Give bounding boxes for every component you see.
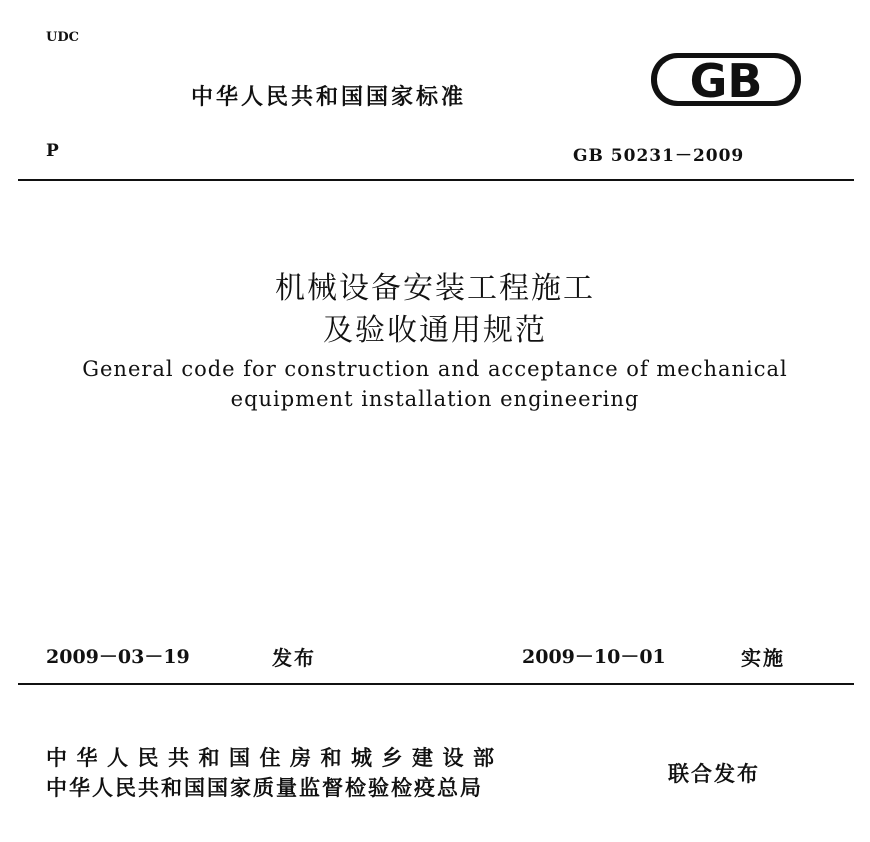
issuer-line-1: 中华人民共和国住房和城乡建设部 (46, 746, 504, 770)
cn-title-line-2: 及验收通用规范 (323, 313, 547, 348)
top-divider (18, 179, 854, 181)
en-title-line-1: General code for construction and acceptance of mechanical (82, 357, 788, 381)
cn-title-line-1: 机械设备安装工程施工 (275, 271, 595, 306)
joint-issue-label: 联合发布 (668, 762, 760, 786)
standard-type: 中华人民共和国国家标准 (191, 85, 467, 110)
standard-number: GB 50231－2009 (573, 146, 745, 166)
issuer-line-2: 中华人民共和国国家质量监督检验检疫总局 (46, 776, 483, 800)
effective-label: 实施 (741, 646, 785, 670)
release-label: 发布 (272, 646, 316, 670)
udc-label: UDC (46, 30, 79, 45)
en-title-line-2: equipment installation engineering (230, 387, 640, 411)
release-date: 2009－03－19 (46, 646, 190, 668)
effective-date: 2009－10－01 (522, 646, 666, 668)
bottom-divider (18, 683, 854, 685)
gb-logo-text: GB (689, 54, 763, 107)
gb-logo (650, 52, 802, 107)
category-code: P (46, 141, 59, 161)
